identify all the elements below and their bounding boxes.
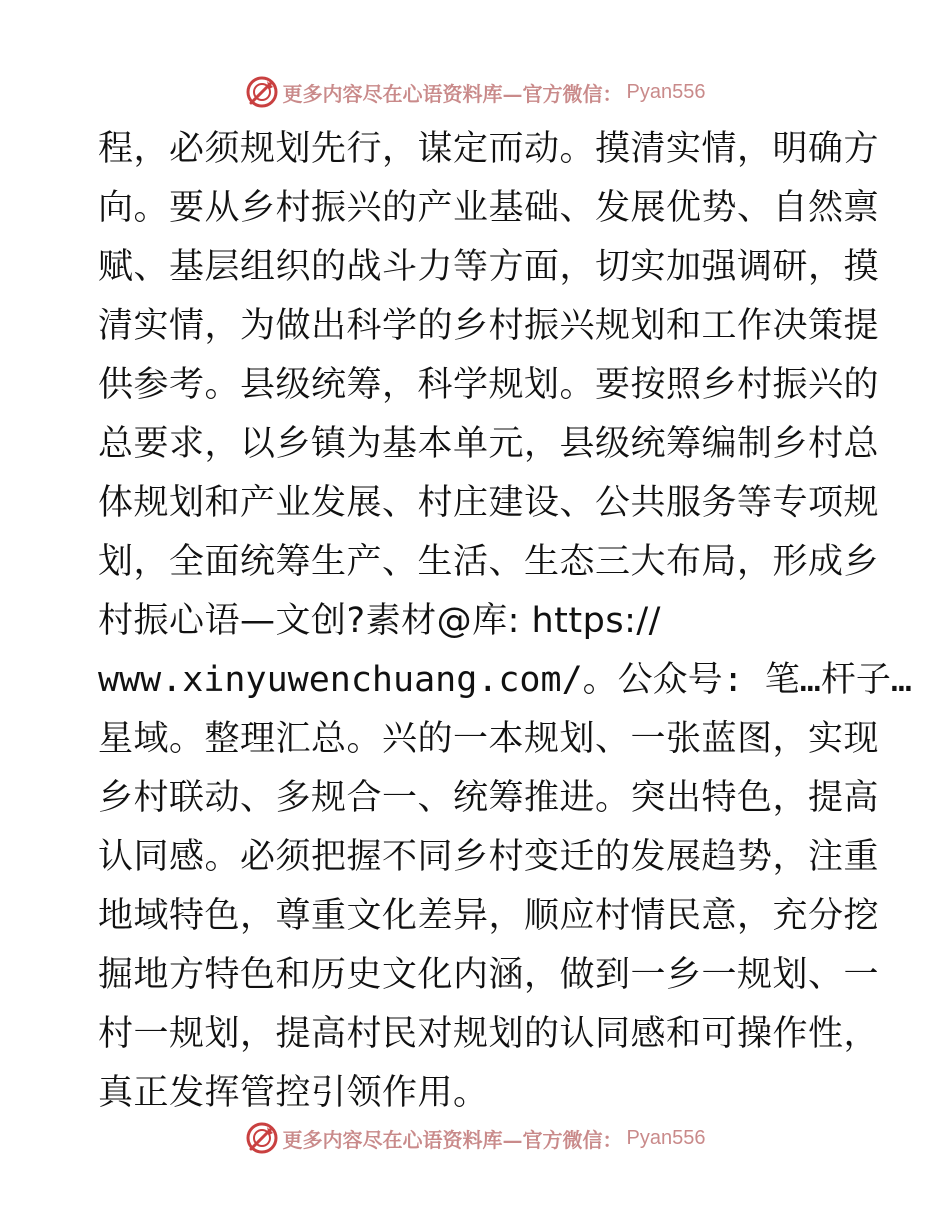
body-line: 村振心语—文创?素材@库: https://	[98, 601, 661, 641]
body-line-url: www.xinyuwenchuang.com/。公众号: 笔…杆子…	[98, 660, 912, 700]
body-line: 星域。整理汇总。兴的一本规划、一张蓝图，实现	[98, 719, 880, 759]
brand-logo-icon	[245, 1121, 279, 1155]
watermark-wechat-id: Pyan556	[626, 80, 706, 103]
body-line: 体规划和产业发展、村庄建设、公共服务等专项规	[98, 483, 880, 523]
footer-watermark	[0, 1118, 950, 1158]
brand-logo-icon	[245, 75, 279, 109]
document-body	[98, 120, 912, 1123]
body-line: 乡村联动、多规合一、统筹推进。突出特色，提高	[98, 778, 880, 818]
body-line: 供参考。县级统筹，科学规划。要按照乡村振兴的	[98, 365, 880, 405]
body-line: 地域特色，尊重文化差异，顺应村情民意，充分挖	[98, 896, 880, 936]
body-line: 程，必须规划先行，谋定而动。摸清实情，明确方	[98, 129, 880, 169]
body-line: 清实情，为做出科学的乡村振兴规划和工作决策提	[98, 306, 880, 346]
body-line: 赋、基层组织的战斗力等方面，切实加强调研，摸	[98, 247, 880, 287]
watermark-text: 更多内容尽在心语资料库—官方微信：	[282, 81, 623, 106]
body-line: 向。要从乡村振兴的产业基础、发展优势、自然禀	[98, 188, 880, 228]
watermark-text: 更多内容尽在心语资料库—官方微信：	[282, 1127, 623, 1152]
body-line: 认同感。必须把握不同乡村变迁的发展趋势，注重	[98, 837, 880, 877]
body-line: 村一规划，提高村民对规划的认同感和可操作性，	[98, 1014, 880, 1054]
watermark-wechat-id: Pyan556	[626, 1126, 706, 1149]
body-line: 掘地方特色和历史文化内涵，做到一乡一规划、一	[98, 955, 880, 995]
body-line: 总要求，以乡镇为基本单元，县级统筹编制乡村总	[98, 424, 880, 464]
body-line: 划，全面统筹生产、生活、生态三大布局，形成乡	[98, 542, 880, 582]
body-line: 真正发挥管控引领作用。	[98, 1073, 489, 1113]
header-watermark	[0, 72, 950, 112]
